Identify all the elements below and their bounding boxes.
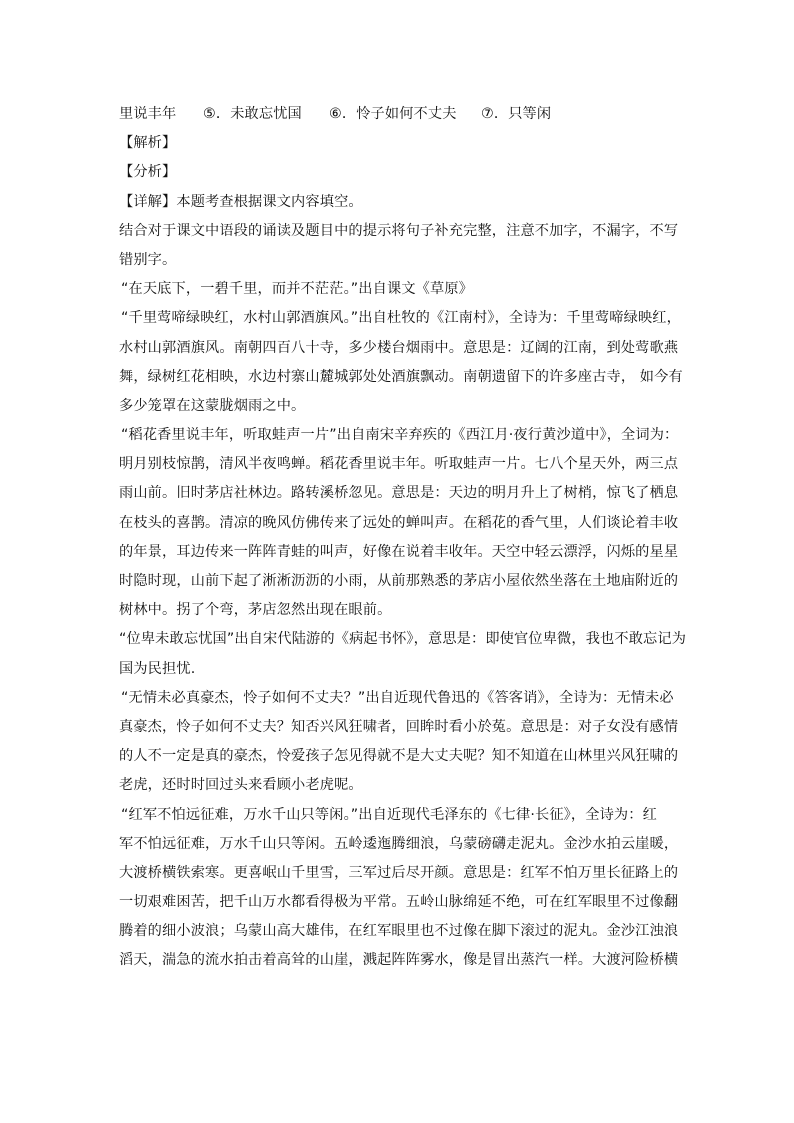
paragraph-line: 树林中。拐了个弯，茅店忽然出现在眼前。 xyxy=(119,602,392,619)
paragraph-line: 在枝头的喜鹊。清凉的晚风仿佛传来了远处的蝉叫声。在稻花的香气里，人们谈论着丰收 xyxy=(119,514,679,531)
answer-line xyxy=(119,100,681,129)
paragraph-line: 腾着的细小波浪；乌蒙山高大雄伟，在红军眼里也不过像在脚下滚过的泥丸。金沙江浊浪 xyxy=(119,923,679,940)
paragraph-line: 大渡桥横铁索寒。更喜岷山千里雪，三军过后尽开颜。意思是：红军不怕万里长征路上的 xyxy=(119,864,679,881)
answer-5: ⑤．未敢忘忧国 xyxy=(203,106,302,122)
paragraph-line: “稻花香里说丰年，听取蛙声一片”出自南宋辛弃疾的《西江月·夜行黄沙道中》，全词为： xyxy=(121,427,679,444)
analysis-heading: 【解析】 xyxy=(119,135,177,152)
document-body xyxy=(119,100,687,976)
paragraph-line: “无情未必真豪杰，怜子如何不丈夫？”出自近现代鲁迅的《答客诮》，全诗为：无情未必 xyxy=(121,689,674,706)
paragraph-line: 错别字。 xyxy=(119,251,177,268)
paragraph-line: 一切艰难困苦，把千山万水都看得极为平常。五岭山脉绵延不绝，可在红军眼里不过像翻 xyxy=(119,894,679,911)
answer-6: ⑥．怜子如何不丈夫 xyxy=(329,106,457,122)
paragraph-line: 真豪杰，怜子如何不丈夫？知否兴风狂啸者，回眸时看小於菟。意思是：对子女没有感情 xyxy=(119,718,679,735)
paragraph-line: 多少笼罩在这蒙胧烟雨之中。 xyxy=(119,397,306,414)
paragraph-line: 结合对于课文中语段的诵读及题目中的提示将句子补充完整，注意不加字，不漏字，不写 xyxy=(119,222,679,239)
paragraph-line: 的人不一定是真的豪杰，怜爱孩子怎见得就不是大丈夫呢？知不知道在山林里兴风狂啸的 xyxy=(119,748,679,765)
paragraph-line: 老虎，还时时回过头来看顾小老虎呢。 xyxy=(119,777,363,794)
paragraph-line: “红军不怕远征难，万水千山只等闲。”出自近现代毛泽东的《七律·长征》，全诗为：红 xyxy=(121,806,657,823)
paragraph-line: “位卑未敢忘忧国”出自宋代陆游的《病起书怀》，意思是：即使官位卑微，我也不敢忘记为 xyxy=(119,631,687,648)
paragraph-line: 时隐时现，山前下起了淅淅沥沥的小雨，从前那熟悉的茅店小屋依然坐落在土地庙附近的 xyxy=(119,573,679,589)
explanation-heading: 【详解】本题考查根据课文内容填空。 xyxy=(119,193,363,210)
paragraph-line: 滔天，湍急的流水拍击着高耸的山崖，溅起阵阵雾水，像是冒出蒸汽一样。大渡河险桥横 xyxy=(119,952,679,969)
paragraph-line: 国为民担忧. xyxy=(119,660,196,677)
answer-4: 里说丰年 xyxy=(119,106,177,122)
paragraph-line: 雨山前。旧时茅店社林边。路转溪桥忽见。意思是：天边的明月升上了树梢，惊飞了栖息 xyxy=(119,485,679,502)
paragraph-line: 明月别枝惊鹊，清风半夜鸣蝉。稻花香里说丰年。听取蛙声一片。七八个星天外，两三点 xyxy=(119,456,679,473)
paragraph-line: 水村山郭酒旗风。南朝四百八十寺，多少楼台烟雨中。意思是：辽阔的江南，到处莺歌燕 xyxy=(119,339,679,356)
answer-7: ⑦．只等闲 xyxy=(481,106,552,122)
analysis-subheading: 【分析】 xyxy=(119,164,177,181)
paragraph-line: “在天底下，一碧千里，而并不茫茫。”出自课文《草原》 xyxy=(121,281,474,298)
paragraph-line: “千里莺啼绿映红，水村山郭酒旗风。”出自杜牧的《江南村》，全诗为：千里莺啼绿映红， xyxy=(121,310,681,327)
paragraph-line: 舞，绿树红花相映，水边村寨山麓城郭处处酒旗飘动。南朝遗留下的许多座古寺， 如今有 xyxy=(119,368,683,385)
paragraph-line: 军不怕远征难，万水千山只等闲。五岭逶迤腾细浪，乌蒙磅礴走泥丸。金沙水拍云崖暖， xyxy=(119,835,679,852)
paragraph-line: 的年景，耳边传来一阵阵青蛙的叫声，好像在说着丰收年。天空中轻云漂浮，闪烁的星星 xyxy=(119,543,679,560)
